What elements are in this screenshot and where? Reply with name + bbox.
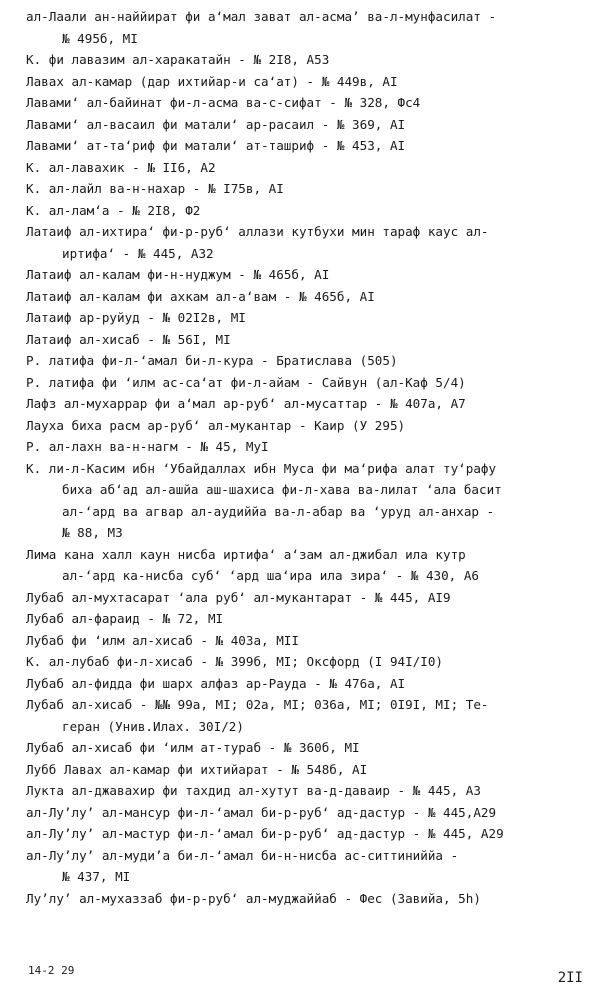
catalog-entry bbox=[26, 587, 596, 609]
entry-line: Р. латифа фи-л-‘амал би-л-кура - Братислава (505) bbox=[26, 353, 398, 368]
catalog-entry bbox=[26, 845, 596, 888]
catalog-entry bbox=[26, 286, 596, 308]
catalog-entry bbox=[26, 737, 596, 759]
catalog-entry bbox=[26, 135, 596, 157]
entry-line: Латаиф ал-калам фи ахкам ал-а‘вам - № 465б, АI bbox=[26, 288, 375, 304]
catalog-entry bbox=[26, 71, 596, 93]
catalog-entry bbox=[26, 6, 596, 49]
entry-continuation-line: ал-‘ард ка-нисба суб‘ ‘ард ша‘ира ила зира‘ - № 430, А6 bbox=[62, 568, 480, 583]
catalog-entry bbox=[26, 608, 596, 630]
catalog-entry bbox=[26, 92, 596, 114]
catalog-entry bbox=[26, 49, 596, 71]
entry-line: Лубаб ал-хисаб - №№ 99а, МI; 02а, МI; 036а, МI; 0I9I, МI; Те- bbox=[26, 697, 489, 712]
catalog-entry bbox=[26, 630, 596, 652]
entry-continuation-line: № 437, МI bbox=[62, 869, 131, 884]
entry-line: Р. латифа фи ‘илм ас-са‘ат фи-л-айам - Сайвун (ал-Каф 5/4) bbox=[26, 374, 466, 390]
entry-line: К. ал-лайл ва-н-нахар - № I75в, АI bbox=[26, 181, 284, 196]
entry-line: ал-Лу’лу’ ал-муди’а би-л-‘амал би-н-нисба ас-ситтиниййа - bbox=[26, 847, 459, 863]
entry-line: Латаиф ал-калам фи-н-нуджум - № 465б, АI bbox=[26, 267, 330, 282]
entry-line: Лубб Лавах ал-камар фи ихтийарат - № 548б, АI bbox=[26, 761, 368, 777]
entry-line: Лафз ал-мухаррар фи а‘мал ар-руб‘ ал-мусаттар - № 407а, А7 bbox=[26, 396, 466, 411]
catalog-entry bbox=[26, 329, 596, 351]
entry-line: К. ал-лубаб фи-л-хисаб - № 399б, МI; Оксфорд (I 94I/I0) bbox=[26, 654, 444, 669]
print-code: 14-2 29 bbox=[28, 964, 75, 977]
entry-line: Лавах ал-камар (дар ихтийар-и са‘ат) - № 449в, АI bbox=[26, 73, 398, 89]
catalog-entry bbox=[26, 114, 596, 136]
entry-line: К. ли-л-Касим ибн ‘Убайдаллах ибн Муса фи ма‘рифа алат ту‘рафу bbox=[26, 460, 497, 476]
entry-line: Лима кана халл каун нисба иртифа‘ а‘зам ал-джибал ила кутр bbox=[26, 546, 466, 562]
catalog-entry bbox=[26, 372, 596, 394]
entry-continuation-line: № 88, М3 bbox=[62, 525, 123, 540]
entry-line: Латаиф ал-хисаб - № 56I, МI bbox=[26, 331, 231, 347]
catalog-entry bbox=[26, 200, 596, 222]
entry-line: Латаиф ал-ихтира‘ фи-р-руб‘ аллази кутбухи мин тараф каус ал- bbox=[26, 224, 489, 239]
catalog-entry bbox=[26, 350, 596, 372]
catalog-entry bbox=[26, 458, 596, 544]
catalog-entry bbox=[26, 823, 596, 845]
entry-line: Лу’лу’ ал-мухаззаб фи-р-руб‘ ал-муджаййаб - Фес (Завийа, 5h) bbox=[26, 890, 481, 906]
entry-line: Лубаб ал-мухтасарат ‘ала руб‘ ал-мукантарат - № 445, АI9 bbox=[26, 589, 451, 605]
catalog-entry bbox=[26, 888, 596, 910]
catalog-entry bbox=[26, 780, 596, 802]
catalog-entry bbox=[26, 393, 596, 415]
entry-continuation-line: ал-‘ард ва агвар ал-аудиййа ва-л-абар ва ‘уруд ал-анхар - bbox=[62, 503, 495, 519]
catalog-entry bbox=[26, 178, 596, 200]
catalog-entry bbox=[26, 759, 596, 781]
catalog-entry bbox=[26, 157, 596, 179]
entry-line: Латаиф ар-руйуд - № 02I2в, МI bbox=[26, 310, 246, 325]
catalog-entry bbox=[26, 651, 596, 673]
entry-line: К. ал-лавахик - № II6, А2 bbox=[26, 159, 216, 175]
entry-line: Лукта ал-джавахир фи тахдид ал-хутут ва-д-даваир - № 445, А3 bbox=[26, 783, 481, 798]
entry-line: Р. ал-лахн ва-н-нагм - № 45, МуI bbox=[26, 439, 269, 454]
entry-line: Лубаб ал-фидда фи шарх алфаз ар-Рауда - № 476а, АI bbox=[26, 675, 406, 691]
catalog-entry bbox=[26, 544, 596, 587]
entry-continuation-line: геран (Унив.Илах. 30I/2) bbox=[62, 718, 244, 734]
catalog-entry bbox=[26, 221, 596, 264]
page-number: 2II bbox=[557, 970, 583, 986]
entry-line: Лауха биха расм ар-руб‘ ал-мукантар - Каир (У 295) bbox=[26, 417, 406, 433]
entry-line: ал-Лу’лу’ ал-мастур фи-л-‘амал би-р-руб‘ ад-дастур - № 445, А29 bbox=[26, 826, 504, 841]
entry-continuation-line: биха аб‘ад ал-ашйа аш-шахиса фи-л-хава ва-лилат ‘ала басит bbox=[62, 482, 502, 497]
entry-line: К. фи лавазим ал-харакатайн - № 2I8, А53 bbox=[26, 52, 330, 67]
entry-line: Лубаб ал-хисаб фи ‘илм ат-тураб - № 360б, МI bbox=[26, 740, 360, 755]
entry-continuation-line: иртифа‘ - № 445, А32 bbox=[62, 245, 214, 261]
catalog-entry bbox=[26, 415, 596, 437]
entry-line: Лавами‘ ал-байинат фи-л-асма ва-с-сифат - № 328, Фс4 bbox=[26, 95, 421, 110]
catalog-entry bbox=[26, 264, 596, 286]
entry-line: Лубаб фи ‘илм ал-хисаб - № 403а, МII bbox=[26, 632, 299, 648]
entry-line: ал-Лу’лу’ ал-мансур фи-л-‘амал би-р-руб‘ ад-дастур - № 445,А29 bbox=[26, 804, 497, 820]
entry-line: Лавами‘ ал-васаил фи матали‘ ар-расаил - № 369, АI bbox=[26, 116, 406, 132]
entry-continuation-line: № 495б, МI bbox=[62, 30, 138, 46]
entry-line: ал-Лаали ан-наййират фи а‘мал зават ал-асма’ ва-л-мунфасилат - bbox=[26, 9, 497, 24]
catalog-entry bbox=[26, 802, 596, 824]
catalog-entry bbox=[26, 694, 596, 737]
entry-line: Лубаб ал-фараид - № 72, МI bbox=[26, 611, 224, 626]
catalog-entry bbox=[26, 673, 596, 695]
entry-line: К. ал-лам‘а - № 2I8, Ф2 bbox=[26, 202, 201, 218]
catalog-entry bbox=[26, 436, 596, 458]
entry-line: Лавами‘ ат-та‘риф фи матали‘ ат-ташриф - № 453, АI bbox=[26, 138, 406, 153]
catalog-entry bbox=[26, 307, 596, 329]
